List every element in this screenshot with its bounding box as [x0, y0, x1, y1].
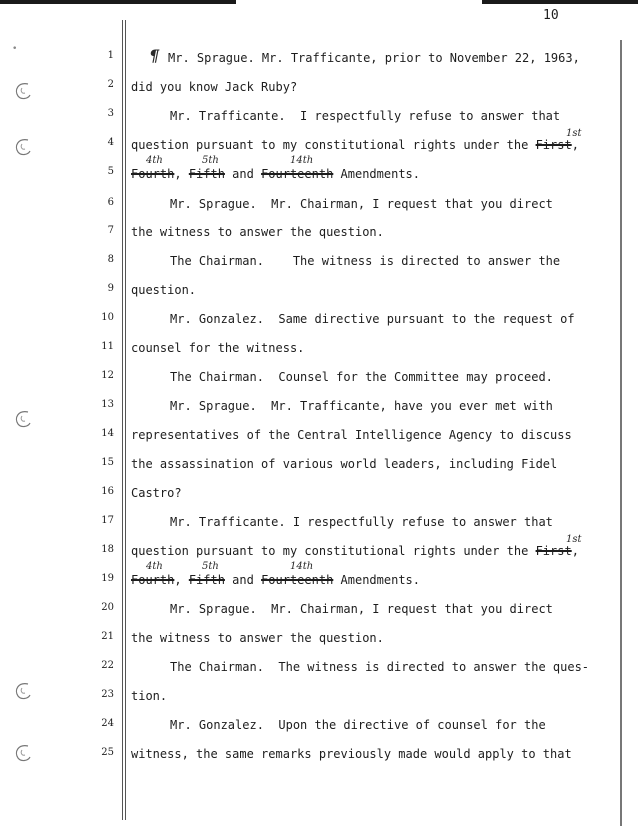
transcript-line-14: representatives of the Central Intelligence Agency to discuss — [131, 428, 572, 442]
transcript-line-2: did you know Jack Ruby? — [131, 80, 298, 94]
binder-mark-icon — [12, 680, 34, 702]
struck-word: Fifth — [188, 167, 225, 181]
transcript-line-24: Mr. Gonzalez. Upon the directive of counsel for the — [170, 718, 546, 732]
binder-mark-icon — [12, 80, 34, 102]
line-number: 21 — [101, 631, 114, 642]
line-number: 8 — [107, 254, 114, 265]
line-number: 18 — [101, 544, 114, 555]
handwritten-correction: 4th — [146, 561, 163, 572]
line-number: 4 — [107, 137, 114, 148]
page-number: 10 — [543, 8, 559, 23]
transcript-line-4 — [131, 138, 579, 152]
handwritten-correction: 4th — [146, 155, 163, 166]
line-number: 11 — [101, 341, 114, 352]
transcript-line-3: Mr. Trafficante. I respectfully refuse to answer that — [170, 109, 561, 123]
handwritten-correction: 14th — [290, 155, 314, 166]
transcript-line-7: the witness to answer the question. — [131, 225, 384, 239]
handwritten-paragraph-mark: ¶ — [149, 46, 160, 65]
line-number: 9 — [107, 283, 114, 294]
top-edge-bar-left — [0, 0, 236, 4]
transcript-line-5 — [131, 167, 420, 181]
binder-mark-icon — [12, 136, 34, 158]
line-number: 25 — [101, 747, 114, 758]
struck-word: Fourteenth — [261, 167, 334, 181]
line-number: 19 — [101, 573, 114, 584]
right-margin-rule — [620, 40, 622, 826]
transcript-line-15: the assassination of various world leaders, including Fidel — [131, 457, 558, 471]
handwritten-correction: 1st — [566, 128, 582, 139]
transcript-line-16: Castro? — [131, 486, 182, 500]
handwritten-correction: 5th — [202, 155, 219, 166]
line-number: 5 — [107, 166, 114, 177]
transcript-line-22: The Chairman. The witness is directed to answer the ques- — [170, 660, 590, 674]
transcript-line-6: Mr. Sprague. Mr. Chairman, I request that you direct — [170, 197, 553, 211]
transcript-line-8: The Chairman. The witness is directed to answer the — [170, 254, 561, 268]
line-number: 22 — [101, 660, 114, 671]
transcript-line-17: Mr. Trafficante. I respectfully refuse to answer that — [170, 515, 553, 529]
transcript-line-18 — [131, 544, 579, 558]
struck-word: Fourth — [131, 573, 175, 587]
line-number: 20 — [101, 602, 114, 613]
transcript-line-19 — [131, 573, 420, 587]
line-content: Mr. Trafficante, prior to November 22, 1963, — [254, 51, 580, 65]
binder-mark-icon — [12, 408, 34, 430]
struck-word: First — [535, 544, 572, 558]
line-number: 10 — [101, 312, 114, 323]
handwritten-correction: 1st — [566, 534, 582, 545]
transcript-line-10: Mr. Gonzalez. Same directive pursuant to the request of — [170, 312, 575, 326]
line-content: Amendments. — [333, 167, 421, 181]
left-margin-rule-inner — [125, 20, 126, 820]
line-number: 14 — [101, 428, 114, 439]
transcript-line-23: tion. — [131, 689, 168, 703]
line-number: 6 — [107, 197, 114, 208]
line-number: 15 — [101, 457, 114, 468]
line-content: question pursuant to my constitutional rights under the — [131, 138, 536, 152]
handwritten-correction: 5th — [202, 561, 219, 572]
struck-word: First — [535, 138, 572, 152]
line-content: Amendments. — [333, 573, 421, 587]
line-content: and — [224, 573, 262, 587]
binder-mark-icon — [12, 742, 34, 764]
transcript-line-12: The Chairman. Counsel for the Committee may proceed. — [170, 370, 553, 384]
line-number: 17 — [101, 515, 114, 526]
line-number: 2 — [107, 79, 114, 90]
line-content: question pursuant to my constitutional rights under the — [131, 544, 536, 558]
struck-word: Fourteenth — [261, 573, 334, 587]
line-content: , — [571, 138, 579, 152]
transcript-line-21: the witness to answer the question. — [131, 631, 384, 645]
transcript-line-13: Mr. Sprague. Mr. Trafficante, have you ever met with — [170, 399, 553, 413]
line-content: and — [224, 167, 262, 181]
struck-word: Fifth — [188, 573, 225, 587]
line-number: 7 — [107, 225, 114, 236]
line-content: , — [174, 167, 189, 181]
top-edge-bar-right — [482, 0, 638, 4]
transcript-line-20: Mr. Sprague. Mr. Chairman, I request that you direct — [170, 602, 553, 616]
transcript-line-9: question. — [131, 283, 197, 297]
left-margin-rule — [122, 20, 123, 820]
line-content: , — [174, 573, 189, 587]
handwritten-correction: 14th — [290, 561, 314, 572]
line-number: 13 — [101, 399, 114, 410]
speaker-label: Mr. Sprague. — [168, 51, 255, 65]
line-number: 24 — [101, 718, 114, 729]
struck-word: Fourth — [131, 167, 175, 181]
line-number: 3 — [107, 108, 114, 119]
stray-dot: • — [12, 44, 18, 54]
line-number: 23 — [101, 689, 114, 700]
line-number: 16 — [101, 486, 114, 497]
transcript-line-1 — [168, 51, 580, 65]
line-number: 1 — [107, 50, 114, 61]
transcript-line-11: counsel for the witness. — [131, 341, 305, 355]
transcript-line-25: witness, the same remarks previously made would apply to that — [131, 747, 572, 761]
line-content: , — [571, 544, 579, 558]
line-number: 12 — [101, 370, 114, 381]
